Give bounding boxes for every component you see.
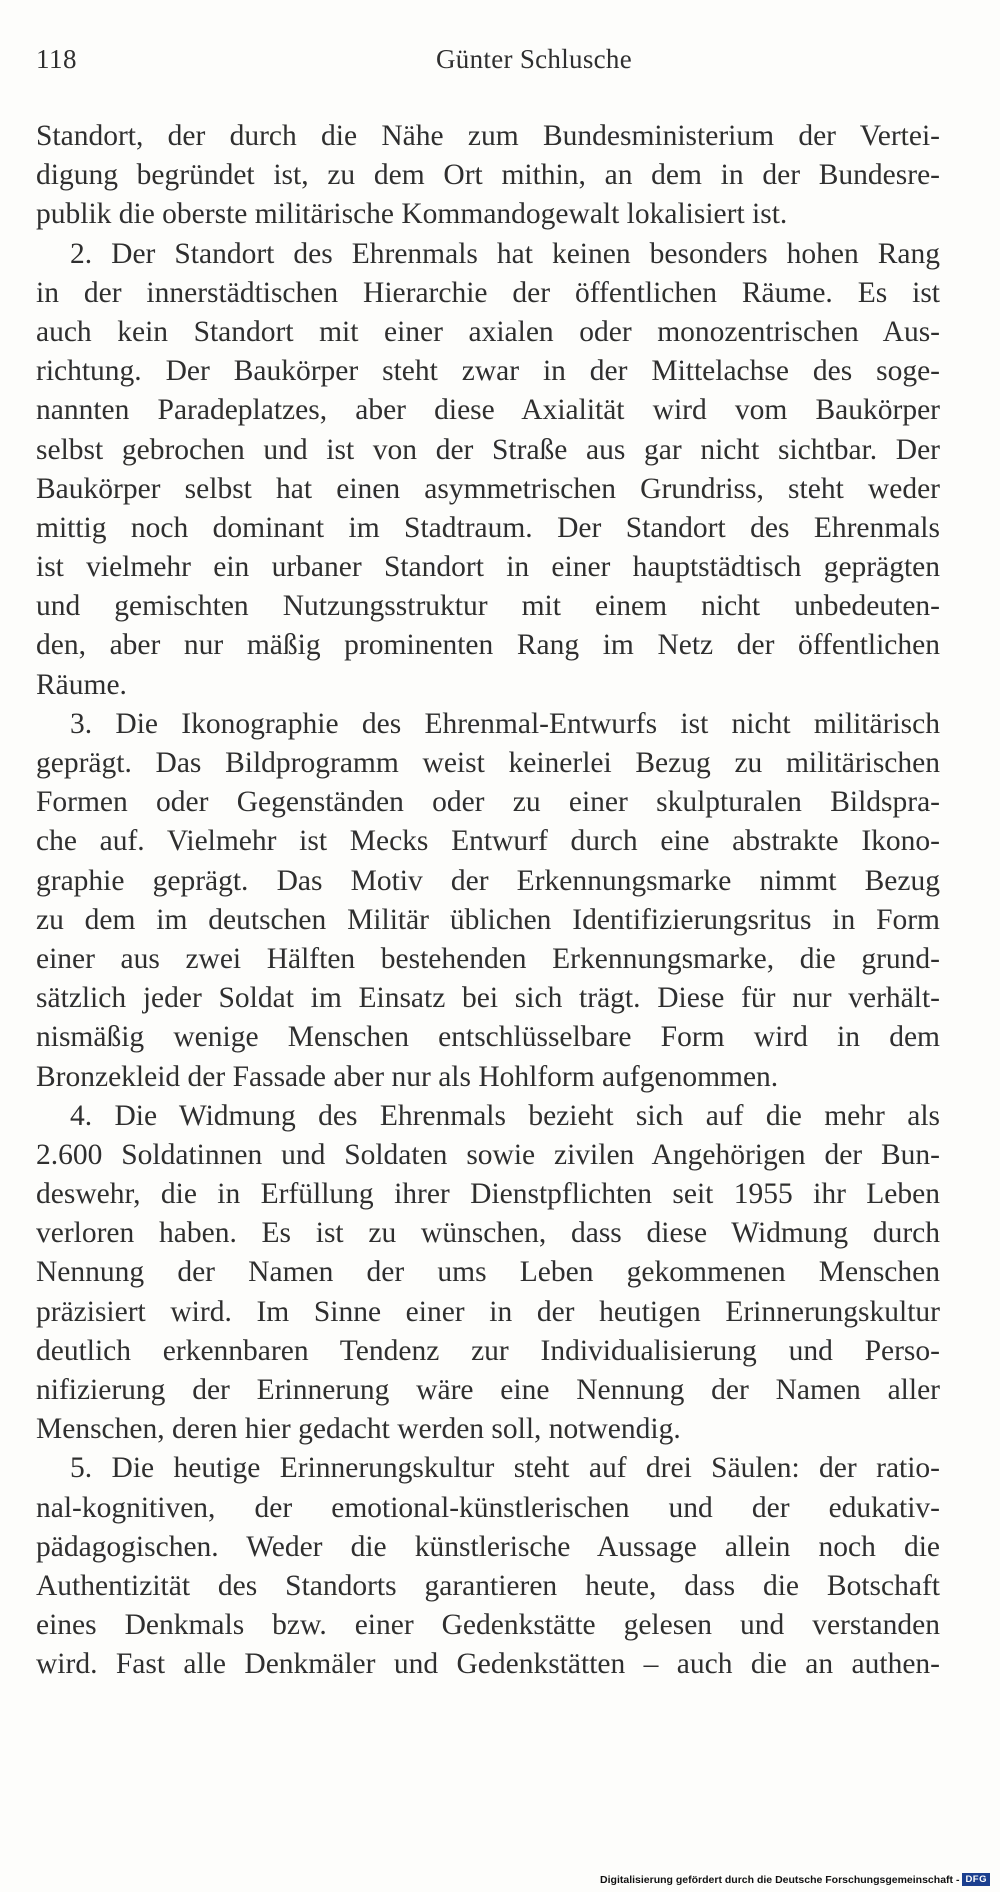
text-line: geprägt. Das Bildprogramm weist keinerlei Bezug zu militärischen — [36, 747, 940, 779]
page-header — [36, 44, 952, 84]
text-line: deutlich erkennbaren Tendenz zur Individualisierung und Perso- — [36, 1334, 940, 1367]
dfg-logo: DFG — [962, 1873, 990, 1886]
text-line: nismäßig wenige Menschen entschlüsselbare Form wird in dem — [36, 1021, 940, 1054]
paragraph-2 — [36, 235, 940, 705]
paragraph-5 — [36, 1449, 940, 1684]
text-line: Authentizität des Standorts garantieren heute, dass die Botschaft — [36, 1569, 940, 1602]
text-line: Bronzekleid der Fassade aber nur als Hohlform aufgenommen. — [36, 1060, 779, 1093]
text-line: publik die oberste militärische Kommandogewalt lokalisiert ist. — [36, 198, 788, 231]
text-line: wird. Fast alle Denkmäler und Gedenkstätten – auch die an authen- — [36, 1648, 940, 1681]
text-line: 4. Die Widmung des Ehrenmals bezieht sich auf die mehr als — [70, 1099, 940, 1132]
text-line: verloren haben. Es ist zu wünschen, dass diese Widmung durch — [36, 1217, 940, 1250]
text-line: einer aus zwei Hälften bestehenden Erkennungsmarke, die grund- — [36, 942, 940, 975]
digitization-credit — [600, 1873, 990, 1886]
text-line: 3. Die Ikonographie des Ehrenmal-Entwurfs ist nicht militärisch — [70, 707, 940, 740]
text-line: nifizierung der Erinnerung wäre eine Nennung der Namen aller — [36, 1374, 940, 1406]
text-line: nal-kognitiven, der emotional-künstlerischen und der edukativ- — [36, 1491, 940, 1524]
running-head-author: Günter Schlusche — [436, 44, 633, 74]
text-line: Räume. — [36, 668, 127, 701]
text-line: zu dem im deutschen Militär üblichen Identifizierungsritus in Form — [36, 903, 940, 936]
text-line: den, aber nur mäßig prominenten Rang im Netz der öffentlichen — [36, 629, 940, 662]
page-number: 118 — [36, 44, 77, 74]
text-line: 2. Der Standort des Ehrenmals hat keinen besonders hohen Rang — [70, 237, 940, 270]
text-line: deswehr, die in Erfüllung ihrer Dienstpflichten seit 1955 ihr Leben — [36, 1178, 940, 1211]
paragraph-4 — [36, 1097, 940, 1450]
text-line: pädagogischen. Weder die künstlerische Aussage allein noch die — [36, 1530, 940, 1563]
text-line: nannten Paradeplatzes, aber diese Axialität wird vom Baukörper — [36, 394, 940, 427]
text-line: Standort, der durch die Nähe zum Bundesministerium der Vertei- — [36, 120, 940, 152]
text-line: Baukörper selbst hat einen asymmetrischen Grundriss, steht weder — [36, 472, 940, 505]
text-line: richtung. Der Baukörper steht zwar in der Mittelachse des soge- — [36, 355, 940, 388]
text-line: Menschen, deren hier gedacht werden soll, notwendig. — [36, 1413, 681, 1446]
paragraph-1 — [36, 117, 940, 235]
text-line: sätzlich jeder Soldat im Einsatz bei sich trägt. Diese für nur verhält- — [36, 982, 940, 1015]
text-line: auch kein Standort mit einer axialen oder monozentrischen Aus- — [36, 315, 940, 348]
text-line: mittig noch dominant im Stadtraum. Der Standort des Ehrenmals — [36, 511, 940, 544]
body-text — [36, 117, 940, 1685]
text-line: in der innerstädtischen Hierarchie der öffentlichen Räume. Es ist — [36, 276, 940, 309]
text-line: eines Denkmals bzw. einer Gedenkstätte gelesen und verstanden — [36, 1609, 940, 1642]
text-line: che auf. Vielmehr ist Mecks Entwurf durch eine abstrakte Ikono- — [36, 825, 940, 858]
paragraph-3 — [36, 705, 940, 1097]
text-line: digung begründet ist, zu dem Ort mithin, an dem in der Bundesre- — [36, 159, 940, 192]
text-line: ist vielmehr ein urbaner Standort in einer hauptstädtisch geprägten — [36, 551, 940, 584]
text-line: Formen oder Gegenständen oder zu einer skulpturalen Bildspra- — [36, 786, 940, 819]
text-line: präzisiert wird. Im Sinne einer in der heutigen Erinnerungskultur — [36, 1295, 940, 1328]
digitization-credit-text: Digitalisierung gefördert durch die Deutsche Forschungsgemeinschaft - — [600, 1873, 960, 1886]
text-line: selbst gebrochen und ist von der Straße aus gar nicht sichtbar. Der — [36, 433, 940, 466]
text-line: und gemischten Nutzungsstruktur mit einem nicht unbedeuten- — [36, 590, 940, 623]
text-line: 5. Die heutige Erinnerungskultur steht auf drei Säulen: der ratio- — [70, 1452, 940, 1485]
text-line: graphie geprägt. Das Motiv der Erkennungsmarke nimmt Bezug — [36, 864, 940, 897]
text-line: 2.600 Soldatinnen und Soldaten sowie zivilen Angehörigen der Bun- — [36, 1138, 940, 1171]
text-line: Nennung der Namen der ums Leben gekommenen Menschen — [36, 1256, 940, 1289]
